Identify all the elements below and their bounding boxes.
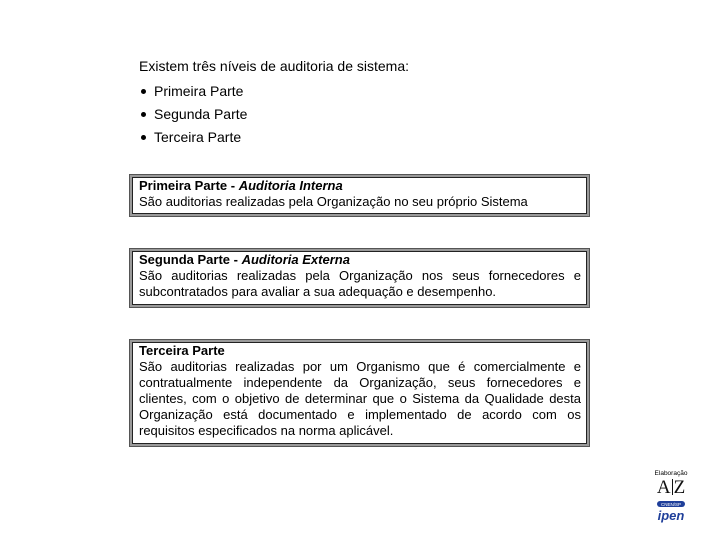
list-item: Terceira Parte [139,129,599,146]
az-logo-icon: A Z [656,477,686,498]
first-party-box [129,174,590,217]
list-item: Segunda Parte [139,106,599,123]
box-text: São auditorias realizadas por um Organismo que é comercialmente e contratualmente independente da Organização, seus fornecedores e clientes, com o objetivo de determinar que o Sistema da Qualidade desta Organização está documentado e implementado de acordo com os requisitos especificados na norma aplicável. [139,359,581,438]
intro-section [139,58,599,152]
svg-text:ipen: ipen [657,508,685,523]
box-heading: Terceira Parte [139,343,225,358]
bullet-icon [141,89,146,94]
third-party-box [129,339,590,447]
box-text: São auditorias realizadas pela Organização no seu próprio Sistema [139,194,528,209]
bullet-icon [141,112,146,117]
box-heading: Primeira Parte - Auditoria Interna [139,178,343,193]
intro-title: Existem três níveis de auditoria de sistema: [139,58,410,74]
bullet-icon [141,135,146,140]
box-heading: Segunda Parte - Auditoria Externa [139,252,350,267]
second-party-box [129,248,590,308]
logo-caption: Elaboração [654,470,688,477]
svg-text:CNEN/SP: CNEN/SP [660,502,682,507]
ipen-logo-icon [651,501,691,523]
audit-levels-list [139,83,599,146]
box-text: São auditorias realizadas pela Organização nos seus fornecedores e subcontratados para avaliar a sua adequação e desempenho. [139,268,581,299]
elaboration-logo [650,470,692,524]
list-item: Primeira Parte [139,83,599,100]
